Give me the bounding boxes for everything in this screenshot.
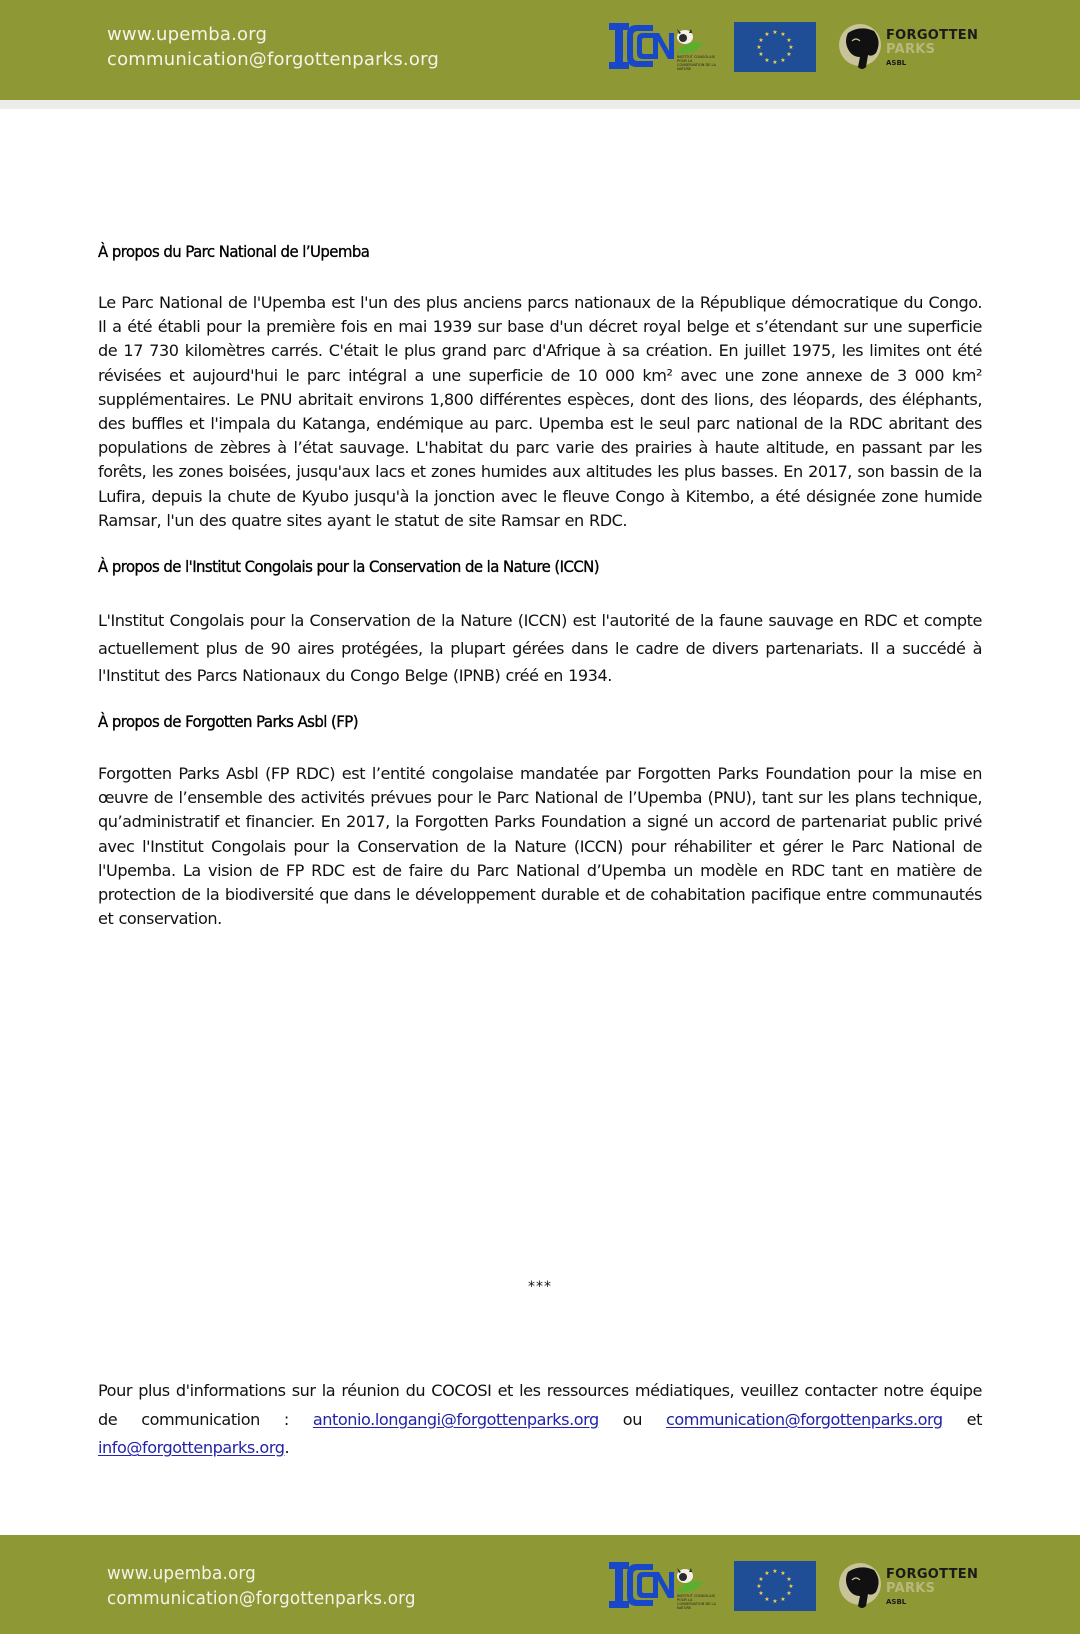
- svg-text:★: ★: [772, 29, 778, 36]
- svg-text:★: ★: [772, 59, 778, 66]
- footer-band: [0, 1535, 1080, 1634]
- header-contact: [107, 22, 439, 72]
- svg-text:★: ★: [758, 37, 764, 44]
- fp-logo-parks: PARKS: [886, 1581, 936, 1596]
- eu-flag-logo: [734, 22, 816, 72]
- svg-text:★: ★: [788, 44, 794, 51]
- iccn-subtitle: INSTITUT CONGOLAIS POUR LA CONSERVATION DE LA NATURE: [677, 1594, 716, 1610]
- contact-and: et: [942, 1409, 982, 1429]
- header-band: [0, 0, 1080, 100]
- svg-text:★: ★: [772, 1568, 778, 1575]
- svg-text:★: ★: [764, 1596, 770, 1603]
- fp-logo-forgotten: FORGOTTEN: [886, 28, 979, 43]
- svg-text:★: ★: [780, 1596, 786, 1603]
- footer-contact: [107, 1561, 416, 1611]
- eu-stars-icon: [734, 22, 816, 72]
- svg-text:★: ★: [756, 1583, 762, 1590]
- fp-logo-parks: PARKS: [886, 42, 936, 57]
- contact-or: ou: [598, 1409, 666, 1429]
- iccn-logo: [607, 1560, 715, 1612]
- section-body-forgotten-parks: Forgotten Parks Asbl (FP RDC) est l’entité congolaise mandatée par Forgotten Parks Foundation pour la mise en œuvre de l’ensemble des activités prévues pour le Parc National de l’Upemba (PNU), tant sur les plans technique, qu’administratif et financier. En 2017, la Forgotten Parks Foundation a signé un accord de partenariat public privé avec l'Institut Congolais pour la Conservation de la Nature (ICCN) pour réhabiliter et gérer le Parc National de l'Upemba. La vision de FP RDC est de faire du Parc National d’Upemba un modèle en RDC tant en matière de protection de la biodiversité que dans le développement durable et de cohabitation pacifique entre communautés et conservation.: [98, 764, 982, 929]
- svg-text:★: ★: [764, 57, 770, 64]
- contact-link-info[interactable]: info@forgottenparks.org: [98, 1438, 285, 1457]
- svg-text:★: ★: [758, 51, 764, 58]
- iccn-subtitle: INSTITUT CONGOLAIS POUR LA CONSERVATION DE LA NATURE: [677, 55, 716, 71]
- section-heading-upemba: À propos du Parc National de l’Upemba: [98, 242, 370, 261]
- svg-text:★: ★: [786, 37, 792, 44]
- section-body-upemba: Le Parc National de l'Upemba est l'un des plus anciens parcs nationaux de la République démocratique du Congo. Il a été établi pour la première fois en mai 1939 sur base d'un décret royal belge et s’étendant sur une superficie de 17 730 kilomètres carrés. C'était le plus grand parc d'Afrique à sa création. En juillet 1975, les limites ont été révisées et aujourd'hui le parc intégral a une superficie de 10 000 km² avec une zone annexe de 3 000 km² supplémentaires. Le PNU abritait environs 1,800 différentes espèces, dont des lions, des léopards, des éléphants, des buffles et l'impala du Katanga, endémique au parc. Upemba est le seul parc national de la RDC abritant des populations de zèbres à l’état sauvage. L'habitat du parc varie des prairies à haute altitude, en passant par les forêts, les zones boisées, jusqu'aux lacs et zones humides aux altitudes les plus basses. En 2017, son bassin de la Lufira, depuis la chute de Kyubo jusqu'à la jonction avec le fleuve Congo à Kitembo, a été désignée zone humide Ramsar, l'un des quatre sites ayant le statut de site Ramsar en RDC.: [98, 293, 982, 530]
- eu-flag-logo: [734, 1561, 816, 1611]
- fp-logo-asbl: ASBL: [886, 1598, 907, 1606]
- footer-email[interactable]: communication@forgottenparks.org: [107, 1588, 416, 1609]
- contact-end: .: [284, 1438, 290, 1457]
- fp-logo-forgotten: FORGOTTEN: [886, 1567, 979, 1582]
- forgotten-parks-logo: [838, 23, 978, 73]
- svg-text:★: ★: [758, 1576, 764, 1583]
- svg-text:★: ★: [756, 44, 762, 51]
- separator: ***: [528, 1279, 552, 1295]
- contact-link-communication[interactable]: communication@forgottenparks.org: [665, 1409, 943, 1429]
- eu-stars-icon: [734, 1561, 816, 1611]
- svg-text:★: ★: [758, 1590, 764, 1597]
- svg-text:★: ★: [786, 51, 792, 58]
- elephant-icon: [838, 23, 884, 71]
- contact-paragraph: [98, 1377, 982, 1463]
- header-website[interactable]: www.upemba.org: [107, 24, 268, 45]
- svg-text:★: ★: [764, 31, 770, 38]
- footer-website[interactable]: www.upemba.org: [107, 1563, 256, 1584]
- svg-text:★: ★: [764, 1570, 770, 1577]
- fp-logo-asbl: ASBL: [886, 59, 907, 67]
- section-body-iccn: L'Institut Congolais pour la Conservation de la Nature (ICCN) est l'autorité de la faune sauvage en RDC et compte actuellement plus de 90 aires protégées, la plupart gérées dans le cadre de divers partenariats. Il a succédé à l'Institut des Parcs Nationaux du Congo Belge (IPNB) créé en 1934.: [98, 611, 982, 685]
- svg-text:★: ★: [772, 1598, 778, 1605]
- iccn-logo: [607, 21, 715, 73]
- svg-text:★: ★: [780, 31, 786, 38]
- svg-text:★: ★: [788, 1583, 794, 1590]
- header-shadow: [0, 100, 1080, 109]
- svg-text:★: ★: [780, 1570, 786, 1577]
- section-heading-iccn: À propos de l'Institut Congolais pour la Conservation de la Nature (ICCN): [98, 557, 600, 576]
- svg-text:★: ★: [786, 1576, 792, 1583]
- svg-text:★: ★: [780, 57, 786, 64]
- svg-text:★: ★: [786, 1590, 792, 1597]
- section-heading-forgotten-parks: À propos de Forgotten Parks Asbl (FP): [98, 712, 358, 731]
- elephant-icon: [838, 1562, 884, 1610]
- header-email[interactable]: communication@forgottenparks.org: [107, 49, 439, 70]
- contact-link-antonio[interactable]: antonio.longangi@forgottenparks.org: [312, 1409, 599, 1429]
- contact-intro: Pour plus d'informations sur la réunion du COCOSI et les ressources médiatiques, veuillez contacter notre équipe de communication :: [98, 1381, 982, 1429]
- forgotten-parks-logo: [838, 1562, 978, 1612]
